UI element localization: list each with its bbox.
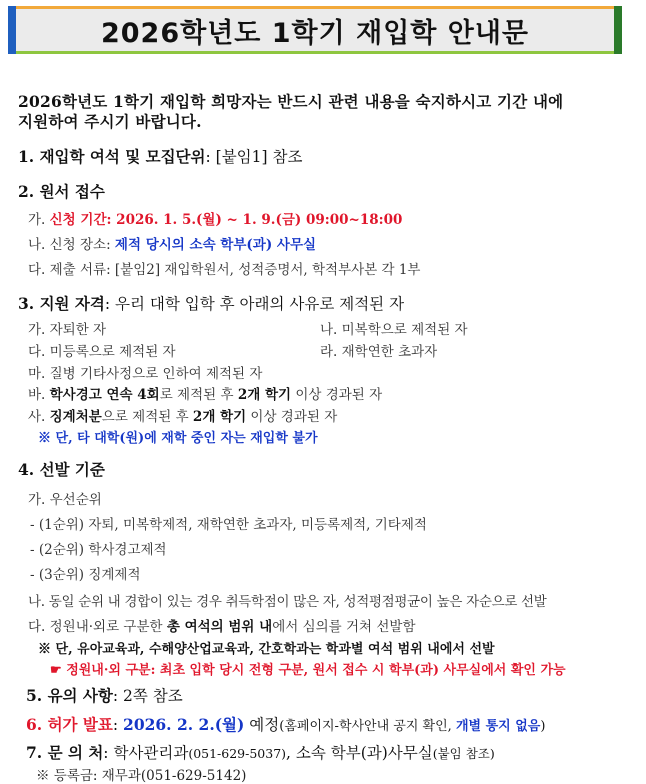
- section-3-item-ba-mid: 로 제적된 후: [159, 387, 238, 403]
- section-5-heading: 5. 유의 사항: [26, 686, 113, 705]
- section-2-item-a: [28, 208, 402, 228]
- section-5: [26, 684, 183, 706]
- section-3-item-da: 다. 미등록으로 제적된 자: [28, 344, 176, 360]
- section-4-note-2-text: 정원내·외 구분: 최초 입학 당시 전형 구분, 원서 접수 시 학부(과) 사무실에서 확인 가능: [66, 663, 566, 678]
- section-4-note-2: [50, 659, 566, 678]
- section-2-item-a-prefix: 가.: [28, 212, 50, 228]
- title-left-accent: [8, 6, 16, 54]
- section-1-text: : [붙임1] 참조: [205, 148, 303, 166]
- section-4-note-1: ※ 단, 유아교육과, 수해양산업교육과, 간호학과는 학과별 여석 범위 내에서 선발: [38, 642, 495, 657]
- section-2-heading: 2. 원서 접수: [18, 182, 105, 201]
- section-3-heading: 3. 지원 자격: [18, 294, 105, 313]
- semesters-text: 2개 학기: [237, 387, 292, 403]
- section-7-note: ※ 등록금: 재무과(051-629-5142): [36, 768, 247, 784]
- section-3-item-ra: 라. 재학연한 초과자: [320, 344, 438, 360]
- section-2-item-c: 다. 제출 서류: [붙임2] 재입학원서, 성적증명서, 학적부사본 각 1부: [28, 262, 421, 278]
- semesters-text-2: 2개 학기: [192, 409, 247, 425]
- section-3-item-ba-prefix: 바.: [28, 387, 50, 403]
- section-3-item-ba: [28, 383, 382, 403]
- application-period: 신청 기간: 2026. 1. 5.(월) ~ 1. 9.(금) 09:00~18:00: [49, 212, 403, 228]
- section-3-text: : 우리 대학 입학 후 아래의 사유로 제적된 자: [104, 295, 405, 313]
- pointing-hand-icon: ☛: [50, 663, 62, 678]
- intro-line-1: 2026학년도 1학기 재입학 희망자는 반드시 관련 내용을 숙지하시고 기간 내에: [18, 92, 564, 111]
- priority-3: - (3순위) 징계제적: [30, 567, 141, 583]
- section-7-phone: (051-629-5037): [188, 746, 287, 761]
- intro-line-2: 지원하여 주시기 바랍니다.: [18, 112, 202, 131]
- title-banner: [8, 6, 622, 54]
- section-4-item-c-prefix: 다. 정원내·외로 구분한: [28, 619, 167, 635]
- academic-warning-text: 학사경고 연속 4회: [49, 387, 160, 403]
- section-3-item-sa-end: 이상 경과된 자: [246, 409, 338, 425]
- section-7-dept: , 소속 학부(과)사무실: [286, 744, 433, 762]
- section-6-paren: (홈페이지-학사안내 공지 확인,: [279, 719, 456, 734]
- section-7-ref: (붙임 참조): [432, 746, 495, 761]
- announcement-date: 2026. 2. 2.(월): [123, 715, 245, 734]
- section-6-scheduled: 예정: [244, 716, 280, 734]
- section-3-item-a: 가. 자퇴한 자: [28, 322, 107, 338]
- application-place: 제적 당시의 소속 학부(과) 사무실: [114, 237, 317, 253]
- section-7: [26, 741, 495, 763]
- section-4-item-c: [28, 615, 416, 635]
- total-vacancy-text: 총 여석의 범위 내: [166, 619, 273, 635]
- priority-2: - (2순위) 학사경고제적: [30, 542, 167, 558]
- section-6-colon: :: [112, 716, 124, 734]
- section-4-item-a: 가. 우선순위: [28, 492, 102, 508]
- disciplinary-text: 징계처분: [49, 409, 102, 425]
- page-title: 2026학년도 1학기 재입학 안내문: [100, 17, 530, 49]
- section-3-item-sa-mid: 으로 제적된 후: [101, 409, 193, 425]
- section-3-item-na: 나. 미복학으로 제적된 자: [320, 322, 468, 338]
- section-3-note: ※ 단, 타 대학(원)에 재학 중인 자는 재입학 불가: [38, 431, 318, 446]
- section-5-text: : 2쪽 참조: [112, 687, 183, 705]
- section-1: [18, 145, 302, 167]
- section-4-item-c-end: 에서 심의를 거쳐 선발함: [272, 619, 416, 635]
- section-3: [18, 292, 404, 314]
- section-2-item-b-prefix: 나. 신청 장소:: [28, 237, 115, 253]
- section-1-heading: 1. 재입학 여석 및 모집단위: [18, 147, 206, 166]
- section-4-item-b: 나. 동일 순위 내 경합이 있는 경우 취득학점이 많은 자, 성적평점평균이 높은 자순으로 선발: [28, 594, 547, 610]
- section-6-paren-close: ): [540, 719, 546, 734]
- section-4-heading: 4. 선발 기준: [18, 460, 105, 479]
- section-7-office: : 학사관리과: [103, 744, 189, 762]
- priority-1: - (1순위) 자퇴, 미복학제적, 재학연한 초과자, 미등록제적, 기타제적: [30, 517, 427, 533]
- section-3-item-ma: 마. 질병 기타사정으로 인하여 제적된 자: [28, 366, 263, 382]
- section-3-item-sa: [28, 405, 337, 425]
- section-6-heading: 6. 허가 발표: [26, 715, 113, 734]
- title-right-accent: [614, 6, 622, 54]
- section-2-item-b: [28, 233, 316, 253]
- section-3-item-ba-end: 이상 경과된 자: [291, 387, 383, 403]
- section-6: [26, 713, 545, 735]
- no-individual-notice: 개별 통지 없음: [455, 719, 541, 734]
- section-3-item-sa-prefix: 사.: [28, 409, 50, 425]
- section-7-heading: 7. 문 의 처: [26, 743, 104, 762]
